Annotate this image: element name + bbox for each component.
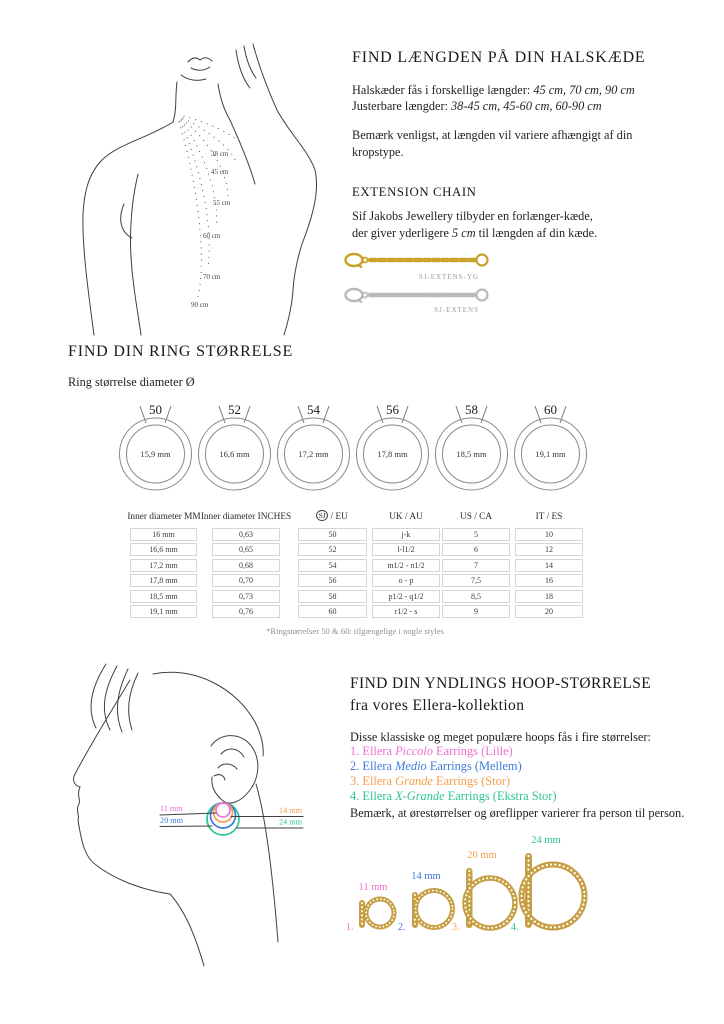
ring-diagrams-row [116,396,590,496]
necklace-length-figure [78,42,340,340]
ring-size-label: 54 [307,402,320,417]
neck-back-line [256,784,278,942]
necklace-lengths-line-2 [352,98,602,115]
table-cell: 0,76 [212,605,280,618]
ear-outline [211,736,258,803]
gold-extension-chain-image [343,249,493,271]
table-cell: m1/2 - n1/2 [372,559,440,572]
ring-diagram-58 [432,396,511,496]
hoop-image-size-11mm: 11 mm [358,882,388,893]
neck-left-line [173,82,177,122]
column-header-us-ca: US / CA [459,512,493,522]
necklace-55cm [182,119,228,197]
silver-extension-chain-image [343,284,493,306]
table-cell: o - p [372,574,440,587]
necklace-length-label: 60 cm [203,232,221,240]
hair-strand [129,673,138,730]
table-cell: 16,6 mm [130,543,197,556]
hoop-intro: Disse klassiske og meget populære hoops fås i fire størrelser: [350,730,651,744]
table-cell: 17,2 mm [130,559,197,572]
table-cell: 6 [442,543,510,556]
back-line [131,174,141,335]
hair-strand [91,664,106,728]
clasp-link [363,293,368,298]
extension-chain-heading: EXTENSION CHAIN [352,185,477,199]
ring-size-label: 60 [544,402,557,417]
lower-lip-line [191,67,210,70]
ring-size-label: 52 [228,402,241,417]
ear-inner-curve [221,749,244,757]
ear-size-label-14mm: 14 mm [279,806,302,815]
adjustable-label: Justerbare længder: [352,99,452,113]
hoop-list-item-x-grande [350,789,556,804]
hoop-section-title-line1: FIND DIN YNDLINGS HOOP-STØRRELSE [350,675,652,692]
hoop-image-size-20mm: 20 mm [467,850,497,861]
table-cell: 16 [515,574,583,587]
neck-right-line [218,84,230,120]
table-cell: 5 [442,528,510,541]
hand-wrist-line [230,120,255,184]
hoop-section-title-line2: fra vores Ellera-kollektion [350,697,525,714]
hair-strand [117,669,128,732]
ear-inner-curve [218,764,237,769]
ring-diagram-50 [116,396,195,496]
necklace-lengths-line-1 [352,82,635,99]
item-prefix: 3. Ellera [350,774,396,788]
table-cell: 16 mm [130,528,197,541]
table-cell: 50 [298,528,367,541]
ring-size-label: 56 [386,402,399,417]
necklace-note: Bemærk venligst, at længden vil variere afhængigt af din kropstype. [352,128,633,159]
necklace-section-title: FIND LÆNGDEN PÅ DIN HALSKÆDE [352,49,646,66]
ring-diagram-54 [274,396,353,496]
table-cell: 8,5 [442,590,510,603]
table-cell: 7 [442,559,510,572]
ring-section-subtitle: Ring størrelse diameter Ø [68,375,195,389]
column-header-mm: Inner diameter MM [127,512,201,522]
ring-diameter-label: 15,9 mm [140,449,171,459]
table-cell: 56 [298,574,367,587]
leader-line-20mm [160,826,212,827]
table-cell: j-k [372,528,440,541]
clasp-link [363,258,368,263]
table-cell: 18 [515,590,583,603]
table-cell: 0,68 [212,559,280,572]
lengths-values: 45 cm, 70 cm, 90 cm [533,83,635,97]
ring-diameter-label: 16,6 mm [219,449,250,459]
ring-diameter-label: 18,5 mm [456,449,487,459]
table-cell: 0,65 [212,543,280,556]
item-name: Piccolo [395,744,433,758]
silver-chain-sku: SJ-EXTENS [434,306,479,314]
hoop-list-item-grande [350,774,510,789]
table-cell: 52 [298,543,367,556]
hoop-list-item-piccolo [350,744,513,759]
end-ring-icon [477,255,488,266]
table-cell: 17,8 mm [130,574,197,587]
column-header-inches: Inner diameter INCHES [200,512,292,522]
ear-size-label-11mm: 11 mm [160,804,183,813]
item-prefix: 2. Ellera [350,759,396,773]
hoop-list-item-medio [350,759,522,774]
ring-diameter-label: 17,2 mm [298,449,329,459]
ring-size-label: 58 [465,402,478,417]
hoop-note: Bemærk, at ørestørrelser og øreflipper varierer fra person til person. [350,806,685,820]
extension-chain-body [352,208,692,241]
table-cell: 60 [298,605,367,618]
ring-size-label: 50 [149,402,162,417]
item-name: Grande [395,774,433,788]
table-cell: 12 [515,543,583,556]
head-outline [153,672,263,756]
clasp-trigger [358,300,362,303]
table-cell: l-l1/2 [372,543,440,556]
lips-line [188,58,212,62]
end-ring-icon [477,290,488,301]
ring-table-footnote: *Ringstørrelser 50 & 60: tilgængelige i nogle styles [266,626,444,636]
face-profile-outline [73,680,204,966]
table-cell: 0,70 [212,574,280,587]
hoop-number-1: 1. [346,922,354,933]
table-cell: 10 [515,528,583,541]
item-name: Medio [395,759,427,773]
item-name: X-Grande [395,789,445,803]
ring-diagram-56 [353,396,432,496]
item-prefix: 4. Ellera [350,789,396,803]
table-cell: 9 [442,605,510,618]
lobster-clasp-icon [346,254,363,266]
hoop-number-2: 2. [398,922,406,933]
item-rest: Earrings (Lille) [432,744,513,758]
ear-size-label-20mm: 20 mm [160,816,183,825]
table-column-it-es [515,510,583,620]
sj-logo-badge: SJ [316,510,328,521]
hoop-number-4: 4. [511,922,519,933]
necklace-length-label: 70 cm [203,273,221,281]
ear-size-label-24mm: 24 mm [279,817,302,827]
adjustable-values: 38-45 cm, 45-60 cm, 60-90 cm [451,99,602,113]
extension-body-line2-post: til længden af din kæde. [475,225,598,240]
item-rest: Earrings (Stor) [432,774,511,788]
chin-line [181,75,206,80]
table-cell: p1/2 - q1/2 [372,590,440,603]
lobster-clasp-icon [346,289,363,301]
necklace-70cm [180,121,209,267]
hoop-earrings-row [340,832,590,947]
necklace-length-label: 38 cm [211,150,229,158]
table-cell: 54 [298,559,367,572]
hair-strand [104,666,117,730]
table-cell: r1/2 - s [372,605,440,618]
arm-outer-line [253,44,317,335]
table-cell: 58 [298,590,367,603]
clasp-trigger [358,265,362,268]
necklace-length-label: 90 cm [191,301,209,309]
extension-body-length: 5 cm [452,225,476,240]
eu-header-text: / EU [328,512,348,522]
ring-section-title: FIND DIN RING STØRRELSE [68,343,294,360]
finger-line-2 [244,46,256,78]
table-cell: 19,1 mm [130,605,197,618]
column-header-uk-au: UK / AU [389,512,423,522]
ring-diagram-52 [195,396,274,496]
extension-body-line2-pre: der giver yderligere [352,225,453,240]
hoop-number-3: 3. [452,922,460,933]
table-cell: 14 [515,559,583,572]
hoop-image-size-24mm: 24 mm [531,835,561,846]
hoop-size-face-figure [60,650,340,980]
table-cell: 0,63 [212,528,280,541]
ear-tragus [214,775,225,780]
necklace-90cm [179,122,201,297]
ring-diameter-label: 19,1 mm [535,449,566,459]
ring-diameter-label: 17,8 mm [377,449,408,459]
hoop-image-size-14mm: 14 mm [411,871,441,882]
item-prefix: 1. Ellera [350,744,396,758]
ring-diagram-60 [511,396,590,496]
lengths-label: Halskæder fås i forskellige længder: [352,83,534,97]
extension-body-line1: Sif Jakobs Jewellery tilbyder en forlænger-kæde, [352,209,593,223]
shoulder-line [83,122,173,335]
hoop-circle-11mm [216,803,230,817]
item-rest: Earrings (Mellem) [426,759,522,773]
necklace-length-label: 45 cm [211,168,229,176]
necklace-length-label: 55 cm [213,199,231,207]
item-rest: Earrings (Ekstra Stor) [444,789,557,803]
table-cell: 7,5 [442,574,510,587]
finger-line-1 [236,50,250,88]
table-cell: 18,5 mm [130,590,197,603]
table-cell: 20 [515,605,583,618]
gold-chain-sku: SJ-EXTENS-YG [418,273,479,281]
column-header-it-es: IT / ES [535,512,563,522]
table-cell: 0,73 [212,590,280,603]
